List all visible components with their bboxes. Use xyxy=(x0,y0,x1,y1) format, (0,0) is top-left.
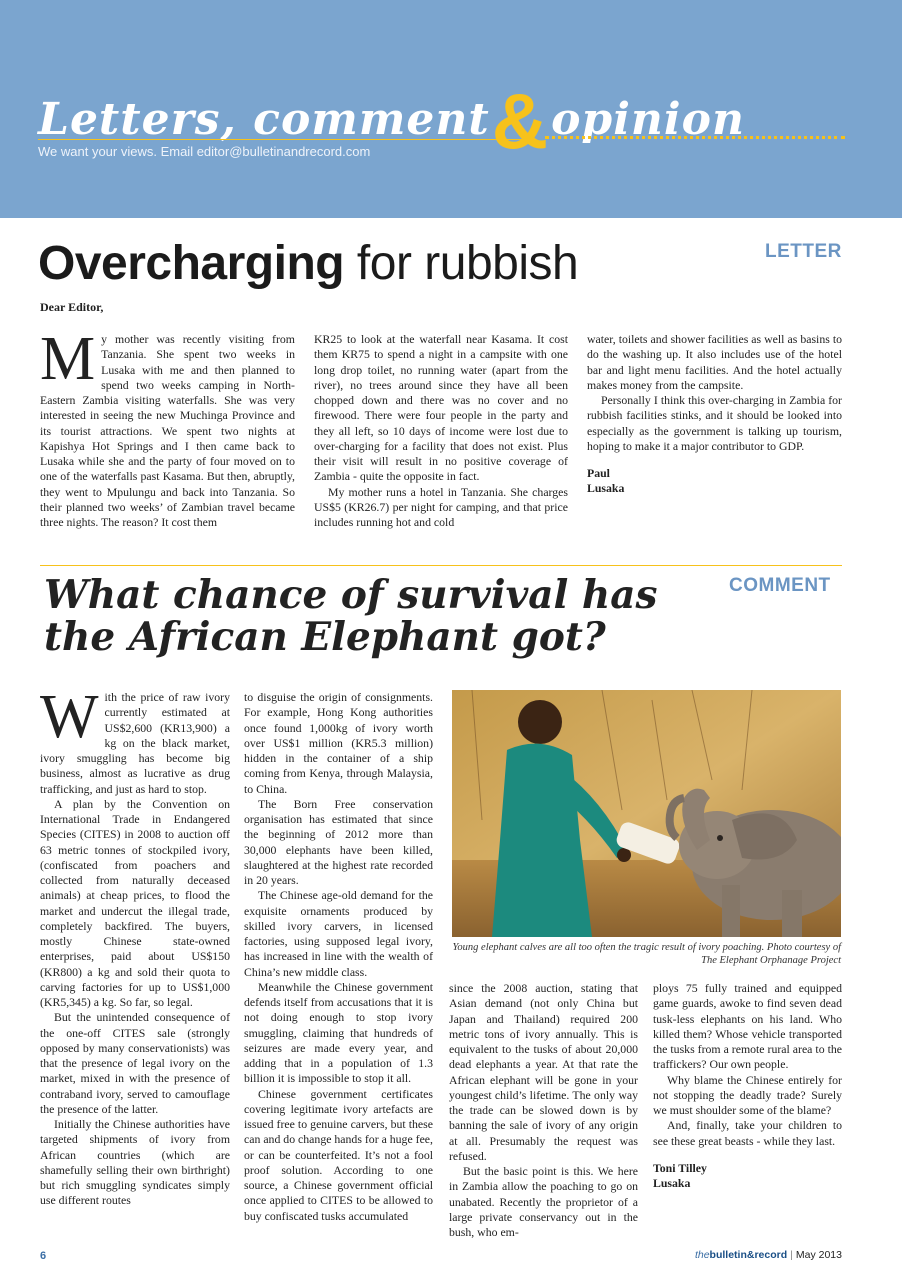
comment-column-3 xyxy=(449,981,638,1240)
letter-column-2 xyxy=(314,332,568,530)
title-ampersand: & xyxy=(491,77,550,165)
comment-column-2 xyxy=(244,690,433,1224)
paragraph: Meanwhile the Chinese government defends itself from accusations that it is not doing enough to stop ivory smuggling, claiming that hundreds of seizures are made every year, and adding that in a population of 1.3 billion it is impossible to stop it all. xyxy=(244,979,433,1086)
banner-subtitle: We want your views. Email editor@bulletinandrecord.com xyxy=(38,144,371,159)
letter-column-3 xyxy=(587,332,842,497)
paragraph xyxy=(40,683,230,797)
comment-signature xyxy=(653,1161,842,1192)
letter-column-1 xyxy=(40,325,295,530)
issue-date: May 2013 xyxy=(795,1249,842,1261)
header-banner xyxy=(0,0,902,218)
letter-label: LETTER xyxy=(765,241,842,262)
elephant-photo xyxy=(452,690,841,937)
footer-brand xyxy=(695,1249,842,1261)
comment-headline: What chance of survival has the African Elephant got? xyxy=(44,572,658,660)
brand-the: the xyxy=(694,1249,710,1261)
signature-name: Paul xyxy=(587,466,610,480)
letter-headline xyxy=(38,236,578,291)
paragraph: The Chinese age-old demand for the exquisite ornaments produced by skilled ivory carvers, in licensed factories, using supposed legal ivory, has increased in line with the wealth of China’s new middle class. xyxy=(244,888,433,979)
headline-bold: Overcharging xyxy=(38,237,345,290)
paragraph: But the basic point is this. We here in Zambia allow the poaching to go on unabated. Recently the proprietor of a large private conservancy out in the bush, who em- xyxy=(449,1164,638,1239)
paragraph: ploys 75 fully trained and equipped game guards, awoke to find seven dead tusk-less elephants on his land. Who killed them? Whose vehicle transported the tusks from a remote rural area to the traffickers? Our own people. xyxy=(653,981,842,1072)
paragraph: since the 2008 auction, stating that Asian demand (not only China but Japan and Thailand) required 200 metric tons of ivory annually. This is equivalent to the tusks of about 20,000 dead elephants a year. At that rate the African elephant will be gone in your youngest child’s lifetime. The only way the trade can be slowed down is by banning the sale of ivory of any origin at all. Presumably the request was refused. xyxy=(449,981,638,1163)
elephant-photo-illustration xyxy=(452,690,841,937)
paragraph: Personally I think this over-charging in Zambia for rubbish facilities stinks, and it should be looked into especially as the government is talking up tourism, hoping to make it a major contributor to GDP. xyxy=(587,393,842,453)
paragraph: Initially the Chinese authorities have targeted shipments of ivory from African countries (which are shamefully selling their own birthright) but rich smuggling syndicates simply use different routes xyxy=(40,1117,230,1208)
paragraph: water, toilets and shower facilities as well as basins to do the washing up. It also includes use of the hotel bar and light menu facilities. And the hotel actually makes money from the campsite. xyxy=(587,332,842,392)
paragraph: The Born Free conservation organisation has estimated that since the beginning of 2012 more than 30,000 elephants have been killed, slaughtered at the highest rate recorded in 20 years. xyxy=(244,796,433,887)
paragraph-text: ith the price of raw ivory currently estimated at US$2,600 (KR13,900) a kg on the black market, ivory smuggling has become big business, almost as lucrative as drug trafficking, and just as hard to stop. xyxy=(40,690,230,796)
paragraph xyxy=(40,325,295,530)
paragraph: And, finally, take your children to see these great beasts - while they last. xyxy=(653,1118,842,1148)
signature-place: Lusaka xyxy=(587,481,625,496)
paragraph: But the unintended consequence of the one-off CITES sale (strongly opposed by many conservationists) was that the presence of legal ivory on the market, mixed in with the presence of contraband ivory, served to camouflage the presence of the latter. xyxy=(40,1010,230,1116)
brand-name: bulletin&record xyxy=(709,1249,788,1261)
dropcap: M xyxy=(40,325,96,393)
signature-name: Toni Tilley xyxy=(653,1160,707,1175)
banner-dotted-rule xyxy=(545,136,845,139)
title-part-2: opinion xyxy=(551,94,745,145)
letter-signature xyxy=(587,466,842,497)
signature-place: Lusaka xyxy=(653,1176,691,1190)
banner-rule xyxy=(38,139,526,140)
comment-column-4 xyxy=(653,981,842,1191)
comment-column-1 xyxy=(40,683,230,1209)
paragraph: My mother runs a hotel in Tanzania. She charges US$5 (KR26.7) per night for camping, and that price includes running hot and cold xyxy=(314,484,568,529)
title-part-1: Letters, comment xyxy=(38,94,490,145)
paragraph: to disguise the origin of consignments. For example, Hong Kong authorities once found 1,000kg of ivory worth over US$1 million (KR5.3 million) hidden in the container of a ship coming from Kenya, through Malaysia, to China. xyxy=(244,690,433,796)
footer-separator: | xyxy=(790,1249,793,1261)
paragraph-text: y mother was recently visiting from Tanzania. She spent two weeks in Lusaka with me and then planned to spend two weeks camping in North-Eastern Zambia visiting waterfalls. She was very interested in seeing the new Muchinga Province and its tourist attractions. We spent two nights at Kapishya Hot Springs and I then came back to Lusaka while she and the party of four moved on to one of the waterfalls past Kasama. But then, abruptly, they went to Mpulungu and back into Tanzania. So their planned two weeks’ of Zambian travel became three nights. The reason? It cost them xyxy=(40,332,295,529)
dropcap: W xyxy=(40,683,99,751)
paragraph: KR25 to look at the waterfall near Kasama. It cost them KR75 to spend a night in a campsite with one long drop toilet, no running water (apart from the river), no trees around since they have all been chopped down and there was no cover and no firewood. There were four people in the party and they all left, so 10 days of income were lost due to over-charging for a facility that does not exist. Plus their visit will result in no positive coverage of Zambia - quite the opposite in fact. xyxy=(314,332,568,484)
comment-label: COMMENT xyxy=(729,575,831,596)
section-divider xyxy=(40,565,842,566)
page-number: 6 xyxy=(40,1250,47,1262)
paragraph: A plan by the Convention on International Trade in Endangered Species (CITES) in 2008 to auction off 63 metric tonnes of stockpiled ivory, (confiscated from poachers and collected from naturally deceased animals) at cheap prices, to flood the market and undercut the illegal trade, completely backfired. The buyers, mostly Chinese state-owned enterprises, paid about US$150 (KR800) a kg and sold their quota to carving factories for up to US$1,000 (KR5,345) a kg. So far, so legal. xyxy=(40,796,230,1009)
letter-salutation: Dear Editor, xyxy=(40,300,104,314)
photo-caption: Young elephant calves are all too often the tragic result of ivory poaching. Photo courtesy of The Elephant Orphanage Project xyxy=(452,942,841,966)
headline-rest: for rubbish xyxy=(344,237,579,290)
paragraph: Chinese government certificates covering legitimate ivory artefacts are issued free to genuine carvers, but these can and do change hands for a huge fee, or can be counterfeited. It’s not a fool proof solution. According to one source, a Chinese government official once applied to CITES to be allowed to buy confiscated tusks accumulated xyxy=(244,1086,433,1223)
paragraph: Why blame the Chinese entirely for not stopping the deadly trade? Surely we must shoulder some of the blame? xyxy=(653,1072,842,1117)
